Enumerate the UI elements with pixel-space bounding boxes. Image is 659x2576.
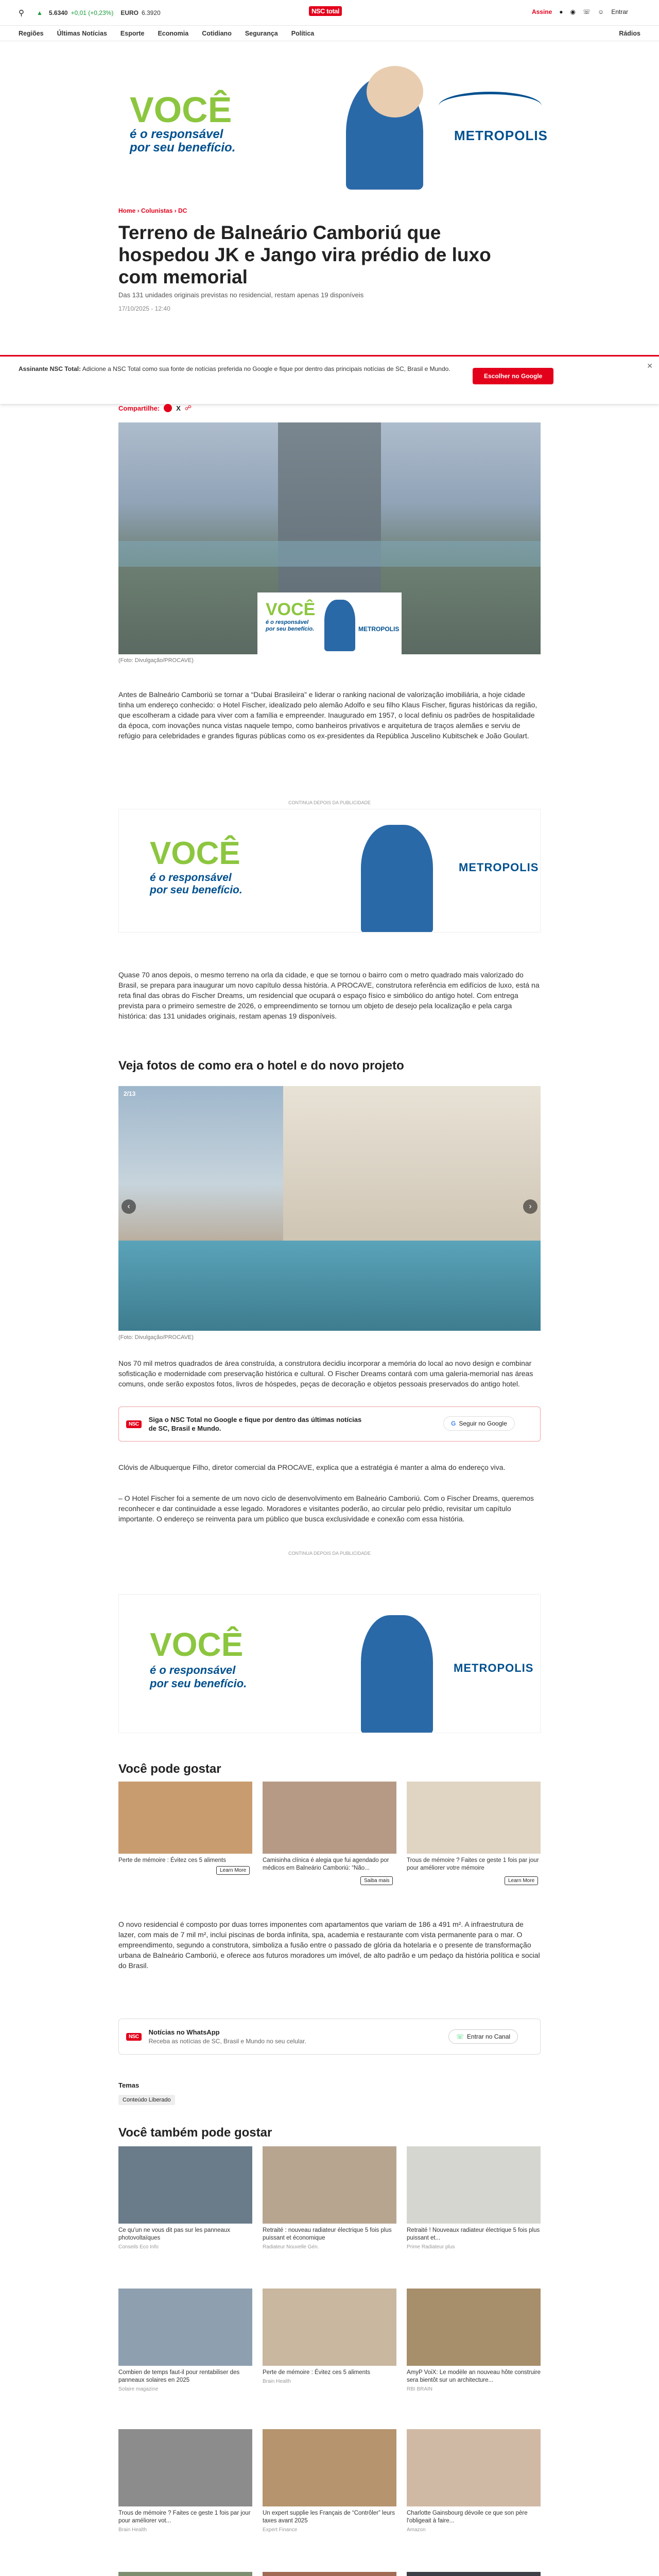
close-icon[interactable]: ✕ bbox=[647, 362, 653, 370]
topic-tag[interactable]: Conteúdo Liberado bbox=[118, 2095, 175, 2105]
also-like-card[interactable] bbox=[118, 2289, 252, 2392]
gallery-counter: 2/13 bbox=[124, 1090, 136, 1097]
card-thumbnail bbox=[118, 2289, 252, 2366]
ad-top[interactable] bbox=[78, 56, 581, 190]
banner-title: Assinante NSC Total: bbox=[19, 365, 81, 372]
ad-label-1: CONTINUA DEPOIS DA PUBLICIDADE bbox=[288, 800, 371, 805]
card-thumbnail bbox=[118, 2146, 252, 2224]
whatsapp-title: Notícias no WhatsApp bbox=[148, 2028, 220, 2036]
ad-line1: é o responsável bbox=[130, 127, 223, 141]
top-bar bbox=[0, 0, 659, 26]
radio-link[interactable]: Rádios bbox=[619, 29, 640, 37]
learn-more-button[interactable]: Learn More bbox=[505, 1876, 538, 1885]
also-like-title: Você também pode gostar bbox=[118, 2126, 272, 2140]
also-like-card[interactable] bbox=[407, 2572, 541, 2576]
ad-line2: por seu benefício. bbox=[130, 141, 236, 155]
also-like-card[interactable] bbox=[118, 2429, 252, 2533]
nsc-logo-icon: NSC bbox=[126, 1420, 142, 1428]
card-source: Solaire magazine bbox=[118, 2386, 159, 2392]
ad-headline: VOCÊ bbox=[130, 90, 232, 130]
also-like-card[interactable] bbox=[407, 2429, 541, 2533]
nsc-logo-icon: NSC bbox=[126, 2033, 142, 2041]
card-source: Radiateur Nouvelle Gén. bbox=[263, 2244, 319, 2250]
card-source: Expert Finance bbox=[263, 2527, 298, 2533]
card-thumbnail bbox=[263, 2146, 396, 2224]
enter-link[interactable]: Entrar bbox=[611, 8, 628, 15]
might-like-card[interactable] bbox=[407, 1782, 541, 1884]
follow-google-box bbox=[118, 1406, 541, 1442]
also-like-card[interactable] bbox=[263, 2289, 396, 2384]
whatsapp-box bbox=[118, 2019, 541, 2055]
article-paragraph-4: Clóvis de Albuquerque Filho, diretor comercial da PROCAVE, explica que a estratégia é manter a alma do endereço viva. bbox=[118, 1463, 506, 1471]
card-thumbnail bbox=[407, 2146, 541, 2224]
gallery-prev-button[interactable]: ‹ bbox=[122, 1199, 136, 1214]
card-title: Charlotte Gainsbourg dévoile ce que son père l'obligeait à faire... bbox=[407, 2510, 528, 2524]
ad-mid-2[interactable] bbox=[118, 1594, 541, 1733]
ad-label-2: CONTINUA DEPOIS DA PUBLICIDADE bbox=[288, 1551, 371, 1556]
article-paragraph-2: Quase 70 anos depois, o mesmo terreno na orla da cidade, e que se tornou o bairro com o metro quadrado mais valorizado do Brasil, se prepara para inaugurar um novo capítulo dessa história. A PROCAVE, construtora referência em edifícios de luxo, está na reta final das obras do Fischer Dreams, um residencial que ocupará o espaço físico e simbólico do antigo hotel. Com entrega prevista para o primeiro semestre de 2026, o empreendimento se tornou um objeto de desejo pela localização e pela carga histórica: das 131 unidades originais, restam apenas 19 disponíveis. bbox=[118, 971, 540, 1020]
card-thumbnail bbox=[118, 2572, 252, 2576]
ad-headline: VOCÊ bbox=[150, 1626, 244, 1663]
card-thumbnail bbox=[118, 2429, 252, 2506]
nav-item-regioes[interactable]: Regiões bbox=[19, 29, 44, 37]
card-source: Amazon bbox=[407, 2527, 426, 2533]
nav-item-seguranca[interactable]: Segurança bbox=[245, 29, 278, 37]
ticker-euro: EURO 6.3920 bbox=[120, 9, 161, 16]
share-label: Compartilhe: bbox=[118, 404, 160, 412]
ad-person-image bbox=[361, 825, 433, 933]
image-caption-1: (Foto: Divulgação/PROCAVE) bbox=[118, 657, 194, 664]
whatsapp-subtitle: Receba as notícias de SC, Brasil e Mundo no seu celular. bbox=[148, 2038, 306, 2045]
card-title: Retraité ! Nouveaux radiateur électrique 5 fois plus puissant et... bbox=[407, 2227, 540, 2241]
card-title: Perte de mémoire : Évitez ces 5 aliments bbox=[118, 1857, 226, 1863]
google-icon: G bbox=[451, 1420, 456, 1427]
ad-headline: VOCÊ bbox=[150, 836, 240, 871]
whatsapp-join-button[interactable] bbox=[448, 2029, 518, 2044]
card-title: Trous de mémoire ? Faites ce geste 1 fois par jour pour améliorer votre mémoire bbox=[407, 1857, 539, 1871]
ad-brand: METROPOLIS bbox=[454, 128, 548, 143]
card-source: Conseils Eco Info bbox=[118, 2244, 159, 2250]
card-source: Brain Health bbox=[118, 2527, 147, 2533]
card-thumbnail bbox=[407, 2289, 541, 2366]
card-thumbnail bbox=[263, 2572, 396, 2576]
share-x-icon[interactable]: X bbox=[176, 404, 181, 412]
ad-brand: METROPOLIS bbox=[459, 861, 539, 874]
also-like-card[interactable] bbox=[263, 2429, 396, 2533]
also-like-card[interactable] bbox=[118, 2146, 252, 2250]
card-title: Retraité : nouveau radiateur électrique 5 fois plus puissant et économique bbox=[263, 2227, 392, 2241]
card-title: Ce qu'un ne vous dit pas sur les panneaux photovoltaïques bbox=[118, 2227, 231, 2241]
banner-google-button[interactable]: Escolher no Google bbox=[473, 368, 553, 384]
share-link-icon[interactable]: ☍ bbox=[184, 404, 192, 412]
ticker-dollar: ▲ 5.6340 +0,01 (+0,23%) bbox=[37, 9, 114, 16]
ad-brand: METROPOLIS bbox=[454, 1662, 534, 1674]
card-thumbnail bbox=[263, 2289, 396, 2366]
gallery-next-button[interactable]: › bbox=[523, 1199, 537, 1214]
nav-item-cotidiano[interactable]: Cotidiano bbox=[202, 29, 232, 37]
facebook-icon[interactable]: ● bbox=[559, 8, 563, 15]
whatsapp-icon[interactable]: ☏ bbox=[583, 8, 591, 15]
nav-item-ultimas[interactable]: Últimas Notícias bbox=[57, 29, 107, 37]
whatsapp-icon: ☏ bbox=[456, 2033, 464, 2040]
instagram-icon[interactable]: ◉ bbox=[570, 8, 576, 15]
article-paragraph-3: Nos 70 mil metros quadrados de área construída, a construtora decidiu incorporar a memória do local ao novo design e combinar sofisticação e modernidade com preservação histórica e cultural. O Fischer Dreams contará com uma galeria-memorial nas áreas comuns, onde serão expostos fotos, livros de hóspedes, peças de decoração e objetos pessoais preservados do antigo hotel. bbox=[118, 1359, 533, 1388]
card-title: AmyP VoiX: Le modèle an nouveau hôte construire sera bientôt sur un architecture... bbox=[407, 2369, 541, 2383]
card-thumbnail bbox=[407, 2572, 541, 2576]
also-like-card[interactable] bbox=[118, 2572, 252, 2576]
also-like-card[interactable] bbox=[407, 2289, 541, 2392]
learn-more-button[interactable]: Learn More bbox=[216, 1866, 250, 1875]
gallery-image[interactable] bbox=[118, 1086, 541, 1331]
breadcrumb: Home › Colunistas › DC bbox=[118, 207, 187, 214]
breadcrumb-dc[interactable]: DC bbox=[178, 207, 187, 214]
learn-more-button[interactable]: Saiba mais bbox=[360, 1876, 393, 1885]
image-caption-2: (Foto: Divulgação/PROCAVE) bbox=[118, 1334, 194, 1341]
also-like-card[interactable] bbox=[263, 2146, 396, 2250]
card-title: Trous de mémoire ? Faites ce geste 1 fois par jour pour améliorer vot... bbox=[118, 2510, 251, 2524]
card-thumbnail bbox=[407, 2429, 541, 2506]
card-title: Perte de mémoire : Évitez ces 5 aliments bbox=[263, 2369, 370, 2376]
search-icon[interactable]: ⚲ bbox=[19, 8, 24, 18]
share-facebook-icon[interactable] bbox=[164, 404, 172, 412]
google-preferred-banner bbox=[0, 355, 659, 404]
nav-item-politica[interactable]: Política bbox=[291, 29, 315, 37]
card-title: Un expert supplie les Français de “Contrôler” leurs taxes avant 2025 bbox=[263, 2510, 395, 2524]
ad-line1: é o responsável bbox=[150, 872, 232, 884]
card-title: Camisinha clínica é alegia que fui agendado por médicos em Balneário Camboriú: “Não... bbox=[263, 1857, 389, 1871]
ad-mid-1[interactable] bbox=[118, 809, 541, 933]
article-paragraph-6: O novo residencial é composto por duas torres imponentes com apartamentos que variam de 186 a 491 m². A infraestrutura de lazer, com mais de 7 mil m², inclui piscinas de borda infinita, spa, academia e restaurante com vista permanente para o mar. O empreendimento, segundo a construtora, simboliza a fusão entre o passado de glória da hotelaria e o presente de transformação urbana de Balneário Camboriú, e oferece aos futuros moradores um imóvel, de alto padrão e um pedaço da história política e social do Brasil. bbox=[118, 1920, 540, 1970]
banner-text: Adicione a NSC Total como sua fonte de notícias preferida no Google e fique por dentro das principais notícias de SC, Brasil e Mundo. bbox=[82, 365, 450, 372]
might-like-card[interactable] bbox=[118, 1782, 252, 1873]
follow-title: Siga o NSC Total no Google e fique por dentro das últimas notícias de SC, Brasil e Mundo. bbox=[148, 1416, 362, 1432]
article-date: 17/10/2025 - 12:40 bbox=[118, 305, 170, 312]
ad-line2: por seu benefício. bbox=[150, 1677, 247, 1690]
whatsapp-join-label: Entrar no Canal bbox=[467, 2033, 511, 2040]
nav-item-esporte[interactable]: Esporte bbox=[120, 29, 145, 37]
main-nav bbox=[0, 26, 659, 41]
also-like-card[interactable] bbox=[263, 2572, 396, 2576]
card-title: Combien de temps faut-il pour rentabiliser des panneaux solaires en 2025 bbox=[118, 2369, 240, 2383]
ad-line1: é o responsável bbox=[150, 1664, 236, 1676]
card-thumbnail bbox=[263, 2429, 396, 2506]
breadcrumb-colunistas[interactable]: Colunistas bbox=[141, 207, 173, 214]
user-icon[interactable]: ☺ bbox=[598, 8, 604, 15]
might-like-title: Você pode gostar bbox=[118, 1762, 221, 1776]
article-paragraph-5: – O Hotel Fischer foi a semente de um novo ciclo de desenvolvimento em Balneário Camboriú. Com o Fischer Dreams, queremos reconhecer e dar continuidade a esse legado. Moradores e visitantes poderão, ao circular pelo prédio, revisitar um capítulo importante. O endereço se reinventa para um público que busca exclusividade e conexão com essa história. bbox=[118, 1494, 534, 1523]
subscribe-link[interactable]: Assine bbox=[531, 8, 552, 15]
breadcrumb-home[interactable]: Home bbox=[118, 207, 136, 214]
dollar-icon: ▲ bbox=[37, 9, 43, 16]
follow-google-label: Seguir no Google bbox=[459, 1420, 507, 1427]
gallery-title: Veja fotos de como era o hotel e do novo projeto bbox=[118, 1059, 404, 1073]
card-source: Prime Radiateur plus bbox=[407, 2244, 455, 2250]
topics-label: Temas bbox=[118, 2081, 140, 2089]
ad-person-image bbox=[361, 1615, 433, 1733]
card-source: Brain Health bbox=[263, 2379, 291, 2384]
follow-google-button[interactable] bbox=[443, 1416, 515, 1431]
article-summary: Das 131 unidades originais previstas no residencial, restam apenas 19 disponíveis bbox=[118, 291, 364, 299]
nav-item-economia[interactable]: Economia bbox=[158, 29, 189, 37]
article-image-building[interactable]: VOCÊ é o responsável por seu benefício. METROPOLIS bbox=[118, 422, 541, 654]
article-paragraph-1: Antes de Balneário Camboriú se tornar a “Dubai Brasileira” e liderar o ranking nacional de valorização imobiliária, a hoje cidade tinha um endereço conhecido: o Hotel Fischer, idealizado pelo alemão Adolfo e seu filho Klaus Fischer, figuras históricas da região, que escolheram a cidade para viver com a família e empreender. Inaugurado em 1957, o local definiu os padrões de hospitalidade da época, com inovações nunca vistas naquele tempo, como banheiros privativos e arquitetura de traços alemães e serviu de refúgio para celebridades e grandes figuras públicas como os ex-presidentes da República Juscelino Kubitschek e João Goulart. bbox=[118, 690, 537, 740]
card-source: RBI BRAIN bbox=[407, 2386, 433, 2392]
ad-line2: por seu benefício. bbox=[150, 884, 242, 896]
site-logo[interactable]: NSC total bbox=[309, 7, 342, 15]
page-title: Terreno de Balneário Camboriú que hospedou JK e Jango vira prédio de luxo com memorial bbox=[118, 222, 491, 287]
might-like-card[interactable] bbox=[263, 1782, 396, 1884]
also-like-card[interactable] bbox=[407, 2146, 541, 2250]
